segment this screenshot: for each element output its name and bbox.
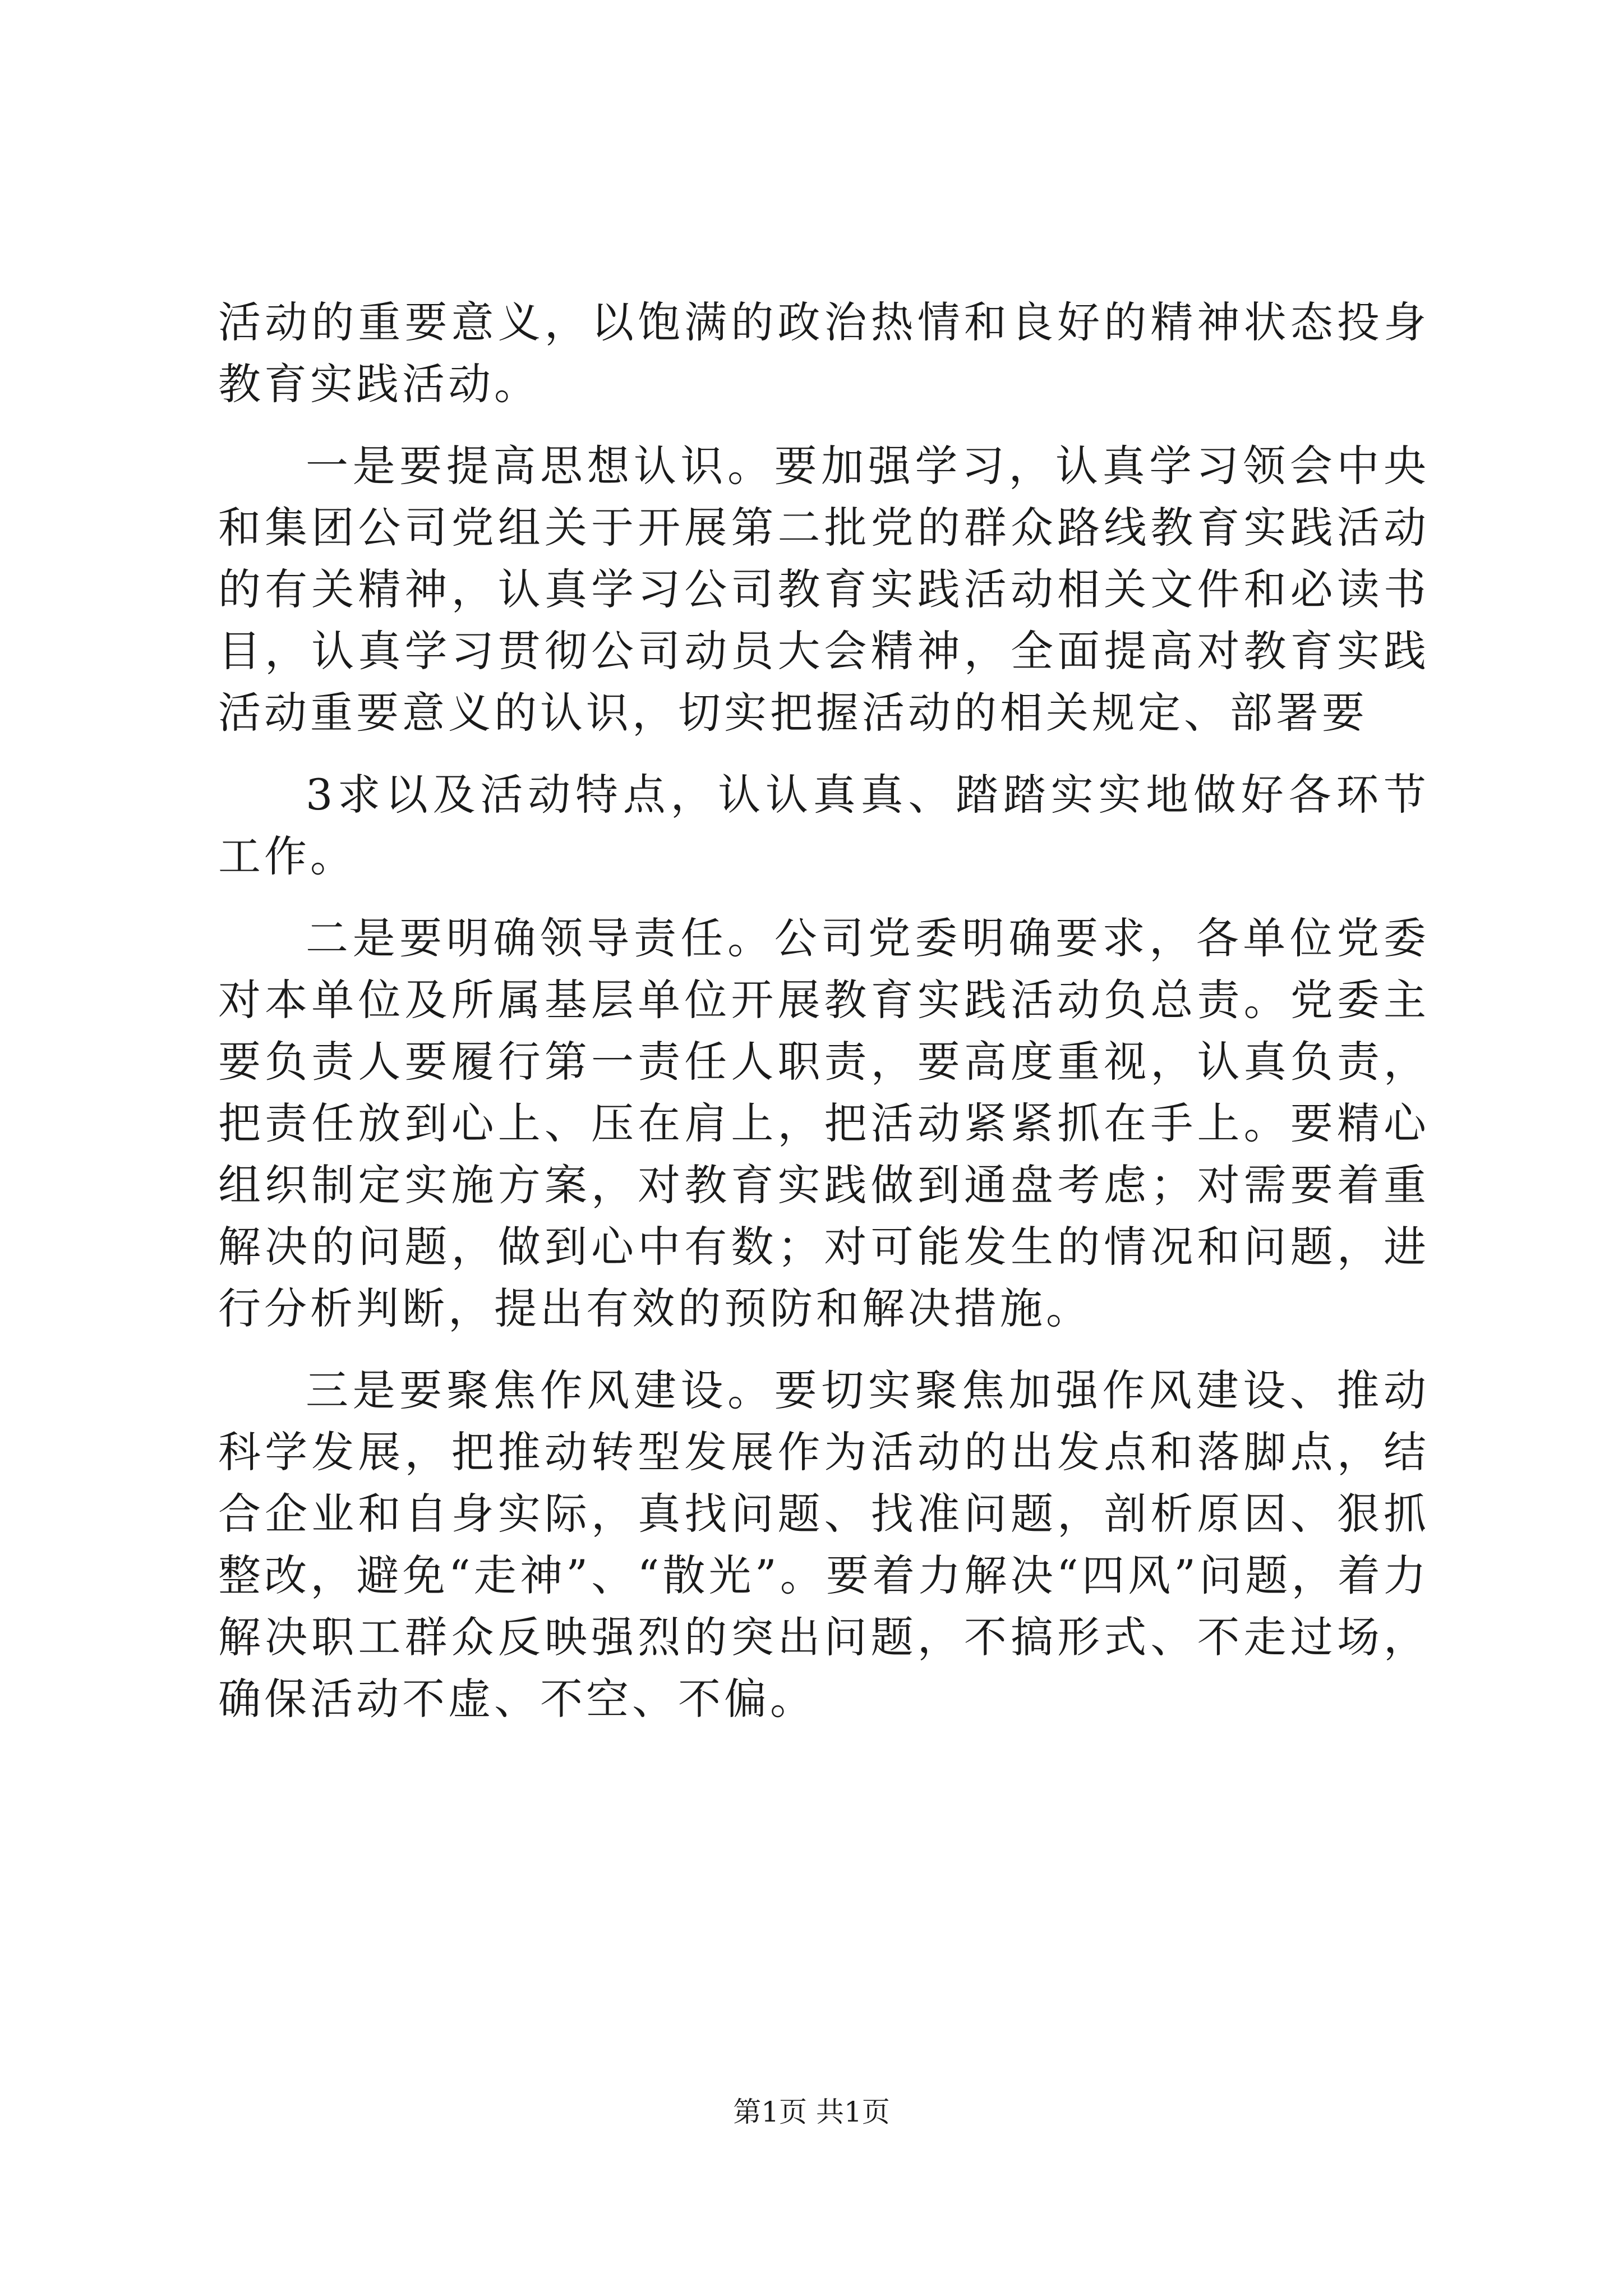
page-footer: 第1页 共1页: [733, 2096, 890, 2128]
paragraph-continuation: 活动的重要意义，以饱满的政治热情和良好的精神状态投身教育实践活动。: [218, 297, 1430, 409]
paragraph-point-two: 二是要明确领导责任。公司党委明确要求，各单位党委对本单位及所属基层单位开展教育实践活动负总责。党委主要负责人要履行第一责任人职责，要高度重视，认真负责，把责任放到心上、压在肩上，把活动紧紧抓在手上。要精心组织制定实施方案，对教育实践做到通盘考虑；对需要着重解决的问题，做到心中有数；对可能发生的情况和问题，进行分析判断，提出有效的预防和解决措施。: [218, 913, 1430, 1333]
paragraph-point-one-tail: 3求以及活动特点，认认真真、踏踏实实地做好各环节工作。: [218, 770, 1430, 881]
document-body: [218, 292, 1430, 1750]
paragraph-point-one: 一是要提高思想认识。要加强学习，认真学习领会中央和集团公司党组关于开展第二批党的群众路线教育实践活动的有关精神，认真学习公司教育实践活动相关文件和必读书目，认真学习贯彻公司动员大会精神，全面提高对教育实践活动重要意义的认识，切实把握活动的相关规定、部署要: [218, 441, 1430, 738]
paragraph-point-three: 三是要聚焦作风建设。要切实聚焦加强作风建设、推动科学发展，把推动转型发展作为活动的出发点和落脚点，结合企业和自身实际，真找问题、找准问题，剖析原因、狠抓整改，避免“走神”、“散光”。要着力解决“四风”问题，着力解决职工群众反映强烈的突出问题，不搞形式、不走过场，确保活动不虚、不空、不偏。: [218, 1365, 1430, 1724]
